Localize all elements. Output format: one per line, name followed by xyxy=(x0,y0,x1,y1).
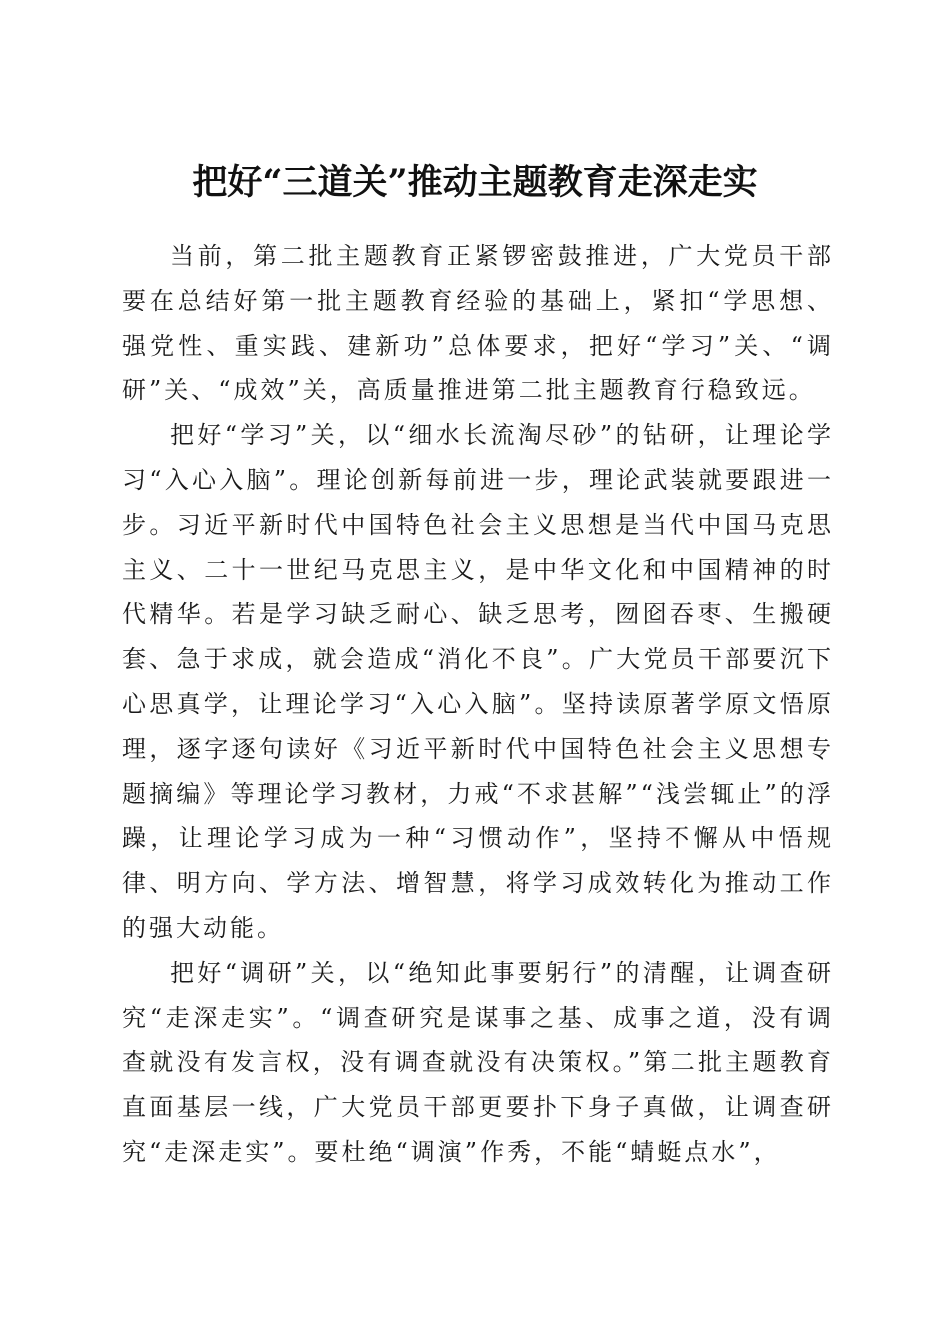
page-title: 把好“三道关”推动主题教育走深走实 xyxy=(192,162,758,204)
paragraph-intro: 当前，第二批主题教育正紧锣密鼓推进，广大党员干部要在总结好第一批主题教育经验的基础上，紧扣“学思想、强党性、重实践、建新功”总体要求，把好“学习”关、“调研”关、“成效”关，高质量推进第二批主题教育行稳致远。 xyxy=(122,242,834,405)
paragraph-research: 把好“调研”关，以“绝知此事要躬行”的清醒，让调查研究“走深走实”。“调查研究是谋事之基、成事之道，没有调查就没有发言权，没有调查就没有决策权。”第二批主题教育直面基层一线，广大党员干部更要扑下身子真做，让调查研究“走深走实”。要杜绝“调演”作秀，不能“蜻蜓点水”， xyxy=(122,958,834,1166)
paragraph-study: 把好“学习”关，以“细水长流淘尽砂”的钻研，让理论学习“入心入脑”。理论创新每前进一步，理论武装就要跟进一步。习近平新时代中国特色社会主义思想是当代中国马克思主义、二十一世纪马克思主义，是中华文化和中国精神的时代精华。若是学习缺乏耐心、缺乏思考，囫囵吞枣、生搬硬套、急于求成，就会造成“消化不良”。广大党员干部要沉下心思真学，让理论学习“入心入脑”。坚持读原著学原文悟原理，逐字逐句读好《习近平新时代中国特色社会主义思想专题摘编》等理论学习教材，力戒“不求甚解”“浅尝辄止”的浮躁，让理论学习成为一种“习惯动作”，坚持不懈从中悟规律、明方向、学方法、增智慧，将学习成效转化为推动工作的强大动能。 xyxy=(122,421,834,942)
document-body xyxy=(122,234,834,1175)
